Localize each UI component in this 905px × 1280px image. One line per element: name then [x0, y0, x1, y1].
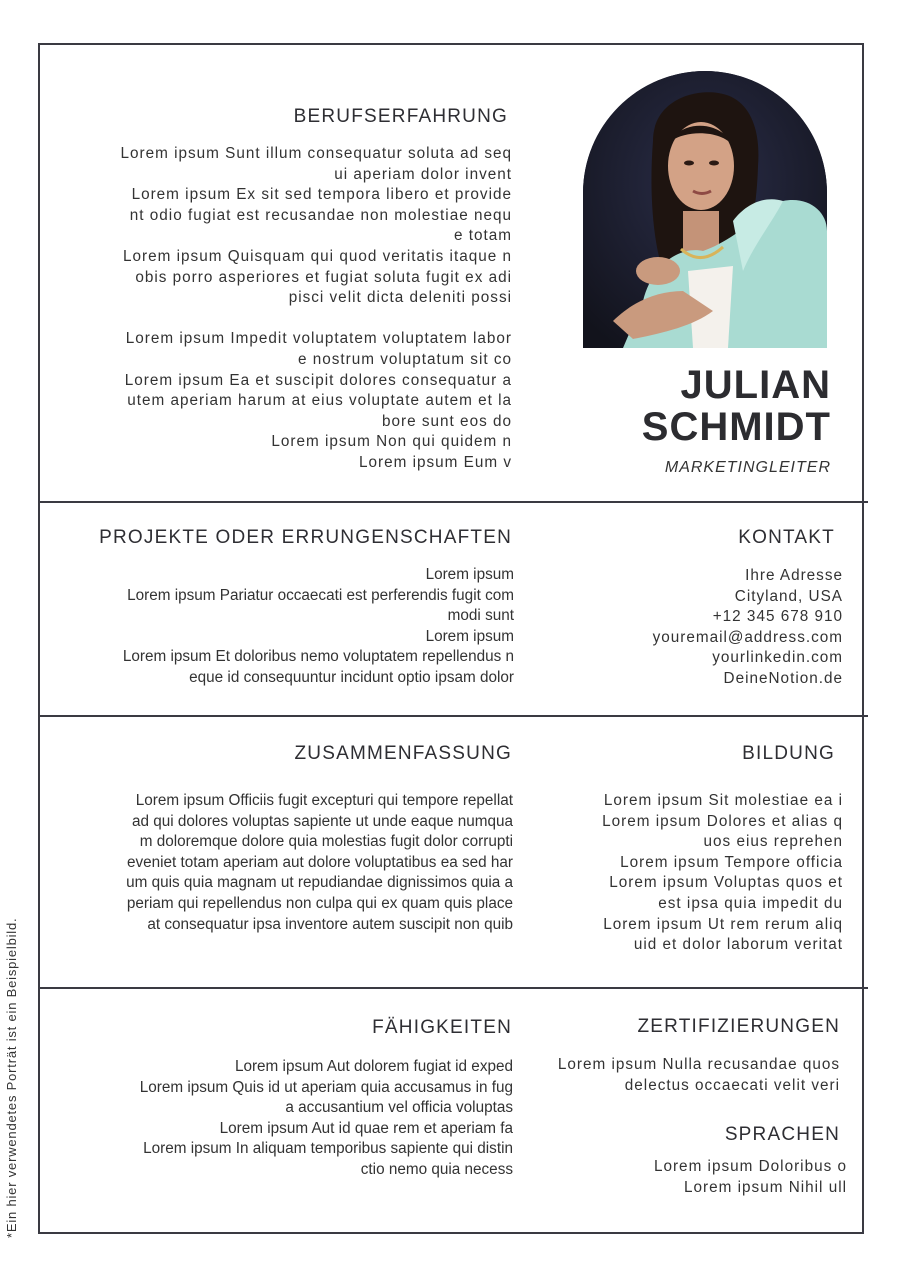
contact-website: DeineNotion.de — [723, 669, 843, 687]
certificates-heading: ZERTIFIZIERUNGEN — [637, 1016, 840, 1037]
contact-phone: +12 345 678 910 — [712, 608, 843, 626]
education-text: Lorem ipsum Sit molestiae ea i Lorem ipsum Dolores et alias q uos eius reprehen Lorem ipsum Tempore officia Lorem ipsum Voluptas quos et est ipsa quia impedit du Lorem ipsum Ut rem rerum aliq uid et dolor laborum veritat — [602, 792, 843, 954]
contact-address: Ihre Adresse — [745, 567, 843, 584]
first-name: JULIAN — [680, 363, 831, 407]
experience-text: Lorem ipsum Sunt illum consequatur soluta ad seq ui aperiam dolor invent Lorem ipsum Ex sit sed tempora libero et provide nt odio fugiat est recusandae non molestiae nequ e totam Lorem ipsum Quisquam qui quod veritatis itaque n obis porro asperiores et fugiat soluta fugit ex adi pisci velit dicta deleniti possi Lorem ipsum Impedit voluptatem voluptatem labor e nostrum voluptatum sit co Lorem ipsum Ea et suscipit dolores consequatur a utem aperiam harum at eius voluptate autem et la bore sunt eos do Lorem ipsum Non qui quidem n Lorem ipsum Eum v — [120, 145, 512, 471]
certificates-text: Lorem ipsum Nulla recusandae quos delectus occaecati velit veri — [557, 1056, 840, 1094]
contact-linkedin: yourlinkedin.com — [712, 649, 843, 667]
education-heading: BILDUNG — [742, 743, 835, 764]
summary-text: Lorem ipsum Officiis fugit excepturi qui tempore repellat ad qui dolores voluptas sapiente ut unde eaque numqua m doloremque dolore quia molestias fugit dolor corrupti eveniet totam aperiam aut dolore voluptatibus ea sed har um quis quia magnam ut repudiandae dignissimos quia a periam qui repellendus non culpa qui ex quam quis place at consequatur ipsa inventore autem suscipit non quib — [126, 792, 513, 933]
summary-heading: ZUSAMMENFASSUNG — [294, 743, 512, 764]
contact-city: Cityland, USA — [734, 587, 843, 605]
contact-email: youremail@address.com — [652, 628, 843, 646]
portrait-photo — [583, 71, 827, 348]
skills-text: Lorem ipsum Aut dolorem fugiat id exped Lorem ipsum Quis id ut aperiam quia accusamus in fug a accusantium vel officia voluptas Lorem ipsum Aut id quae rem et aperiam fa Lorem ipsum In aliquam temporibus sapiente qui distin ctio nemo quia necess — [139, 1058, 513, 1178]
section-divider — [38, 987, 868, 989]
portrait-disclaimer: *Ein hier verwendetes Porträt ist ein Beispielbild. — [4, 917, 19, 1238]
languages-heading: SPRACHEN — [724, 1124, 840, 1145]
candidate-name — [642, 364, 831, 448]
projects-heading: PROJEKTE ODER ERRUNGENSCHAFTEN — [99, 527, 512, 548]
job-title: MARKETINGLEITER — [664, 459, 831, 476]
experience-heading: BERUFSERFAHRUNG — [293, 106, 508, 127]
contact-text — [653, 566, 843, 690]
contact-heading: KONTAKT — [738, 527, 835, 548]
section-divider — [38, 501, 868, 503]
projects-text: Lorem ipsum Lorem ipsum Pariatur occaecati est perferendis fugit com modi sunt Lorem ipsum Lorem ipsum Et doloribus nemo voluptatem repellendus n eque id consequuntur incidunt optio ipsam dolor — [122, 566, 514, 686]
languages-text: Lorem ipsum Doloribus o Lorem ipsum Nihil ull — [653, 1158, 847, 1196]
last-name: SCHMIDT — [641, 405, 831, 449]
skills-heading: FÄHIGKEITEN — [372, 1017, 512, 1038]
section-divider — [38, 715, 868, 717]
